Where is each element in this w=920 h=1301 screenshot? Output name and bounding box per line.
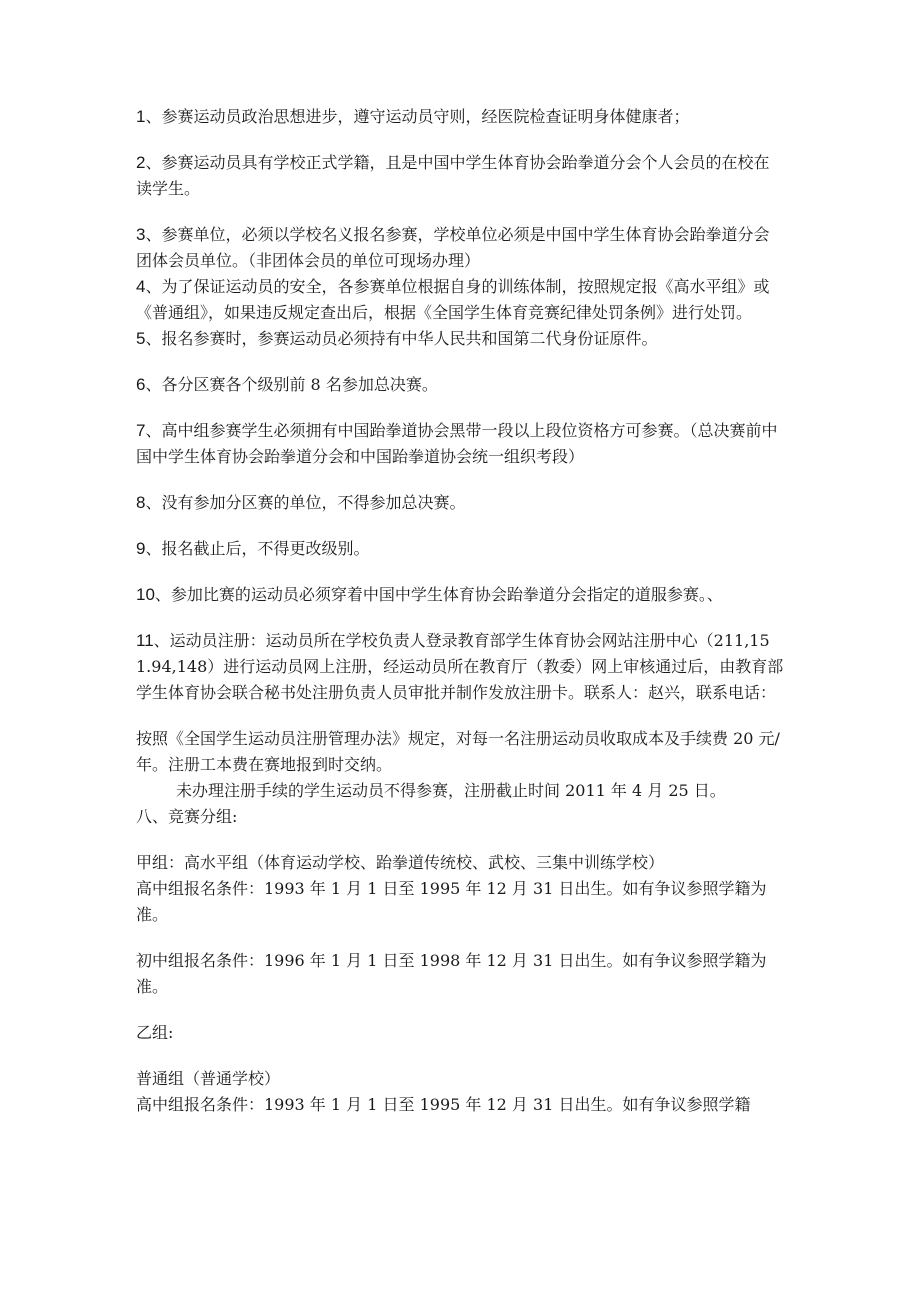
item-number: 6	[136, 375, 146, 394]
item-number: 11	[136, 631, 154, 650]
group-b-title: 乙组:	[136, 1023, 174, 1042]
item-text: 、报名参赛时，参赛运动员必须持有中华人民共和国第二代身份证原件。	[145, 329, 658, 348]
group-a-high-school: 高中组报名条件：1993 年 1 月 1 日至 1995 年 12 月 31 日出生。如有争议参照学籍为准。	[136, 879, 767, 924]
item-7	[136, 418, 784, 470]
item-9	[136, 536, 784, 562]
section-heading: 八、竞赛分组:	[136, 807, 238, 826]
item-10	[136, 582, 784, 608]
group-b-high-school: 高中组报名条件：1993 年 1 月 1 日至 1995 年 12 月 31 日出生。如有争议参照学籍	[136, 1095, 751, 1114]
item-text: 、参赛运动员具有学校正式学籍，且是中国中学生体育协会跆拳道分会个人会员的在校在读学生。	[136, 153, 770, 198]
item-text: 、参加比赛的运动员必须穿着中国中学生体育协会跆拳道分会指定的道服参赛。、	[154, 585, 723, 604]
item-number: 1	[136, 107, 146, 126]
item-3	[136, 222, 784, 274]
item-6	[136, 372, 784, 398]
item-number: 7	[136, 421, 146, 440]
item-4	[136, 274, 784, 326]
item-11	[136, 628, 784, 706]
item-number: 3	[136, 225, 146, 244]
group-a-junior-school: 初中组报名条件：1996 年 1 月 1 日至 1998 年 12 月 31 日出生。如有争议参照学籍为准。	[136, 951, 767, 996]
document-page	[136, 104, 784, 1118]
item-8	[136, 490, 784, 516]
item-text: 、为了保证运动员的安全，各参赛单位根据自身的训练体制，按照规定报《高水平组》或《普通组》，如果违反规定查出后，根据《全国学生体育竞赛纪律处罚条例》进行处罚。	[136, 277, 770, 322]
deadline-paragraph: 未办理注册手续的学生运动员不得参赛，注册截止时间 2011 年 4 月 25 日。	[176, 781, 726, 800]
item-number: 5	[136, 329, 146, 348]
item-1	[136, 104, 784, 130]
item-5	[136, 326, 784, 352]
item-text: 、没有参加分区赛的单位，不得参加总决赛。	[145, 493, 466, 512]
item-number: 10	[136, 585, 155, 604]
item-number: 9	[136, 539, 146, 558]
item-text: 、报名截止后，不得更改级别。	[145, 539, 370, 558]
item-text: 、运动员注册：运动员所在学校负责人登录教育部学生体育协会网站注册中心（211,151.94,148）进行运动员网上注册，经运动员所在教育厅（教委）网上审核通过后，由教育部学生体育协会联合秘书处注册负责人员审批并制作发放注册卡。联系人：赵兴，联系电话：	[136, 631, 784, 702]
item-text: 、高中组参赛学生必须拥有中国跆拳道协会黑带一段以上段位资格方可参赛。（总决赛前中国中学生体育协会跆拳道分会和中国跆拳道协会统一组织考段）	[136, 421, 778, 466]
item-text: 、参赛运动员政治思想进步，遵守运动员守则，经医院检查证明身体健康者；	[145, 107, 690, 126]
item-2	[136, 150, 784, 202]
item-number: 8	[136, 493, 146, 512]
item-text: 、参赛单位，必须以学校名义报名参赛，学校单位必须是中国中学生体育协会跆拳道分会团体会员单位。（非团体会员的单位可现场办理）	[136, 225, 770, 270]
item-text: 、各分区赛各个级别前 8 名参加总决赛。	[145, 375, 438, 394]
group-a-title: 甲组：高水平组（体育运动学校、跆拳道传统校、武校、三集中训练学校）	[136, 853, 665, 872]
fee-paragraph: 按照《全国学生运动员注册管理办法》规定，对每一名注册运动员收取成本及手续费 20 元/年。注册工本费在赛地报到时交纳。	[136, 729, 780, 774]
item-number: 4	[136, 277, 146, 296]
group-b-subtitle: 普通组（普通学校）	[136, 1069, 281, 1088]
item-number: 2	[136, 153, 146, 172]
